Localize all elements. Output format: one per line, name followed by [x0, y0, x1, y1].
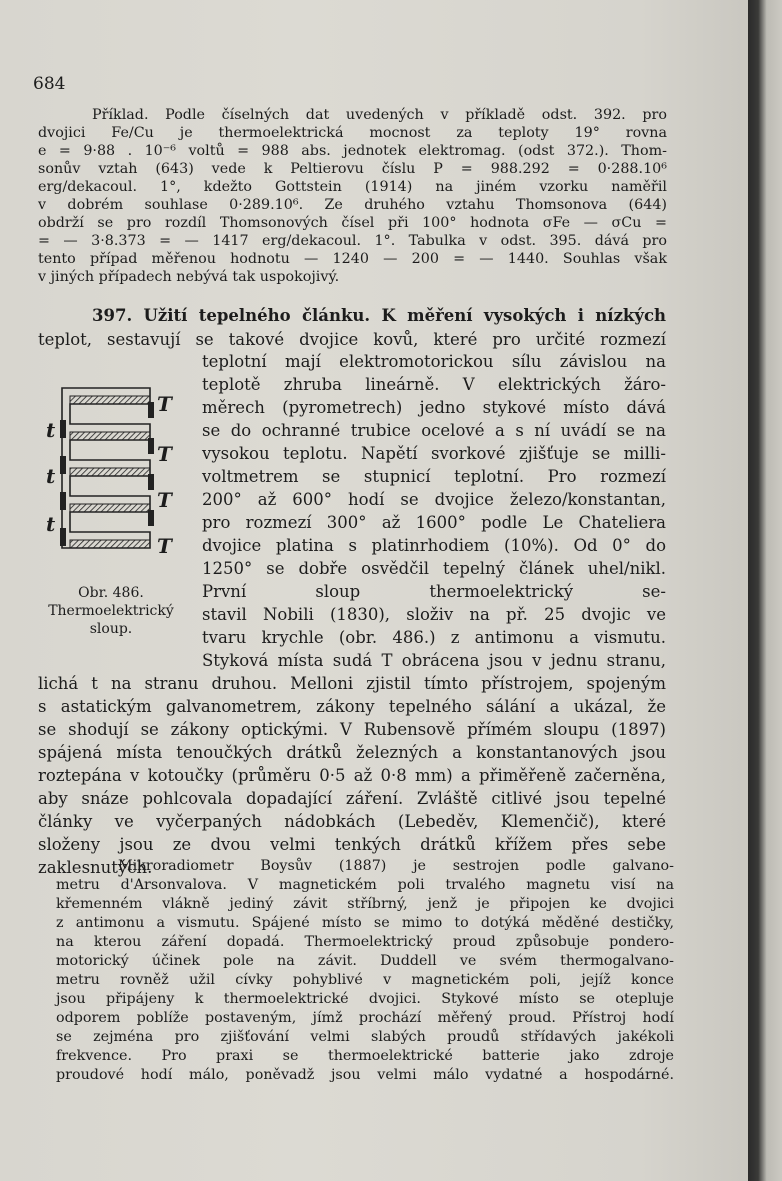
micro-line: Mikroradiometr Boysův (1887) je sestrojen podle galvano- [118, 858, 674, 874]
section-line: teplot, sestavují se takové dvojice kovů, které pro určité rozmezí [38, 330, 666, 349]
section-line: Styková místa sudá T obrácena jsou v jednu stranu, [202, 651, 666, 670]
section-line: složeny jsou ze dvou velmi tenkých drátků křížem přes sebe [38, 835, 666, 854]
section-line: s astatickým galvanometrem, zákony tepelného sálání a ukázal, že [38, 697, 666, 716]
micro-line: frekvence. Pro praxi se thermoelektrické batterie jako zdroje [56, 1048, 674, 1064]
figure-caption-line: Obr. 486. [78, 585, 144, 601]
section-line: 1250° se dobře osvědčil tepelný článek uhel/nikl. [202, 559, 666, 578]
micro-line: odporem poblíže postaveným, jímž prochází měřený proud. Přístroj hodí [56, 1010, 674, 1026]
micro-line: jsou připájeny k thermoelektrické dvojici. Stykové místo se otepluje [56, 991, 674, 1007]
junction-label-T: T [157, 392, 172, 416]
page-number: 684 [33, 74, 66, 94]
micro-line: křemenném vlákně jediný závit stříbrný, jenž je připojen ke dvojici [56, 896, 674, 912]
section-line: vysokou teplotu. Napětí svorkové zjišťuje se milli- [202, 444, 666, 463]
section-line: pro rozmezí 300° až 1600° podle Le Chateliera [202, 513, 666, 532]
junction-label-t: t [46, 512, 56, 536]
section-line: se do ochranné trubice ocelové a s ní uvádí se na [202, 421, 666, 440]
micro-line: motorický účinek pole na závit. Duddell ve svém thermogalvano- [56, 953, 674, 969]
thermopile-hatched-segments [70, 396, 150, 548]
section-line: roztepána v kotoučky (průměru 0·5 až 0·8 mm) a přiměřeně začerněna, [38, 766, 666, 785]
section-line: lichá t na stranu druhou. Melloni zjistil tímto přístrojem, spojeným [38, 674, 666, 693]
example-line: sonův vztah (643) vede k Peltierovu číslu P = 988.292 = 0·288.10⁶ [38, 161, 667, 177]
section-line: dvojice platina s platinrhodiem (10%). Od 0° do [202, 536, 666, 555]
junction-label-T: T [157, 442, 172, 466]
section-line: stavil Nobili (1830), složiv na př. 25 dvojic ve [202, 605, 666, 624]
section-line: tvaru krychle (obr. 486.) z antimonu a vismutu. [202, 628, 666, 647]
section-line: aby snáze pohlcovala dopadající záření. Zvláště citlivé jsou tepelné [38, 789, 666, 808]
section-line: teplotní mají elektromotorickou sílu závislou na [202, 352, 666, 371]
section-line: 397. Užití tepelného článku. K měření vysokých i nízkých [92, 306, 666, 325]
example-line: obdrží se pro rozdíl Thomsonových čísel při 100° hodnota σFe — σCu = [38, 215, 667, 231]
book-binding [748, 0, 782, 1181]
micro-line: z antimonu a vismutu. Spájené místo se mimo to dotýká měděné destičky, [56, 915, 674, 931]
example-line: v jiných případech nebývá tak uspokojivý. [38, 269, 340, 285]
section-line: teplotě zhruba lineárně. V elektrických žáro- [202, 375, 666, 394]
example-line: tento případ měřenou hodnotu — 1240 — 200 = — 1440. Souhlas však [38, 251, 667, 267]
example-line: Příklad. Podle číselných dat uvedených v příkladě odst. 392. pro [92, 107, 667, 123]
section-line: První sloup thermoelektrický se- [202, 582, 666, 601]
section-line: články ve vyčerpaných nádobkách (Lebeděv, Klemenčič), které [38, 812, 666, 831]
example-line: v dobrém souhlase 0·289.10⁶. Ze druhého vztahu Thomsonova (644) [38, 197, 667, 213]
example-line: dvojici Fe/Cu je thermoelektrická mocnost za teploty 19° rovna [38, 125, 667, 141]
junction-label-t: t [46, 418, 56, 442]
micro-line: proudové hodí málo, poněvadž jsou velmi málo vydatné a hospodárné. [56, 1067, 674, 1083]
micro-line: se zejména pro zjišťování velmi slabých proudů střídavých jakékoli [56, 1029, 674, 1045]
example-line: erg/dekacoul. 1°, kdežto Gottstein (1914) na jiném vzorku naměřil [38, 179, 667, 195]
micro-line: na kterou záření dopadá. Thermoelektrický proud způsobuje pondero- [56, 934, 674, 950]
section-line: spájená místa tenoučkých drátků železných a konstantanových jsou [38, 743, 666, 762]
section-line: zaklesnutých. [38, 858, 153, 877]
example-line: e = 9·88 . 10⁻⁶ voltů = 988 abs. jednotek elektromag. (odst 372.). Thom- [38, 143, 667, 159]
junction-label-T: T [157, 488, 172, 512]
section-line: 200° až 600° hodí se dvojice železo/konstantan, [202, 490, 666, 509]
micro-line: metru d'Arsonvalova. V magnetickém poli trvalého magnetu visí na [56, 877, 674, 893]
section-line: měrech (pyrometrech) jedno stykové místo dává [202, 398, 666, 417]
micro-line: metru rovněž užil cívky pohyblivé v magnetickém poli, jejíž konce [56, 972, 674, 988]
section-line: se shodují se zákony optickými. V Rubensově přímém sloupu (1897) [38, 720, 666, 739]
example-line: = — 3·8.373 = — 1417 erg/dekacoul. 1°. Tabulka v odst. 395. dává pro [38, 233, 667, 249]
junction-label-t: t [46, 464, 56, 488]
section-line: voltmetrem se stupnicí teplotní. Pro rozmezí [202, 467, 666, 486]
figure-caption-line: sloup. [89, 621, 133, 637]
junction-label-T: T [157, 534, 172, 558]
figure-486 [40, 380, 190, 580]
figure-caption-line: Thermoelektrický [48, 603, 174, 619]
